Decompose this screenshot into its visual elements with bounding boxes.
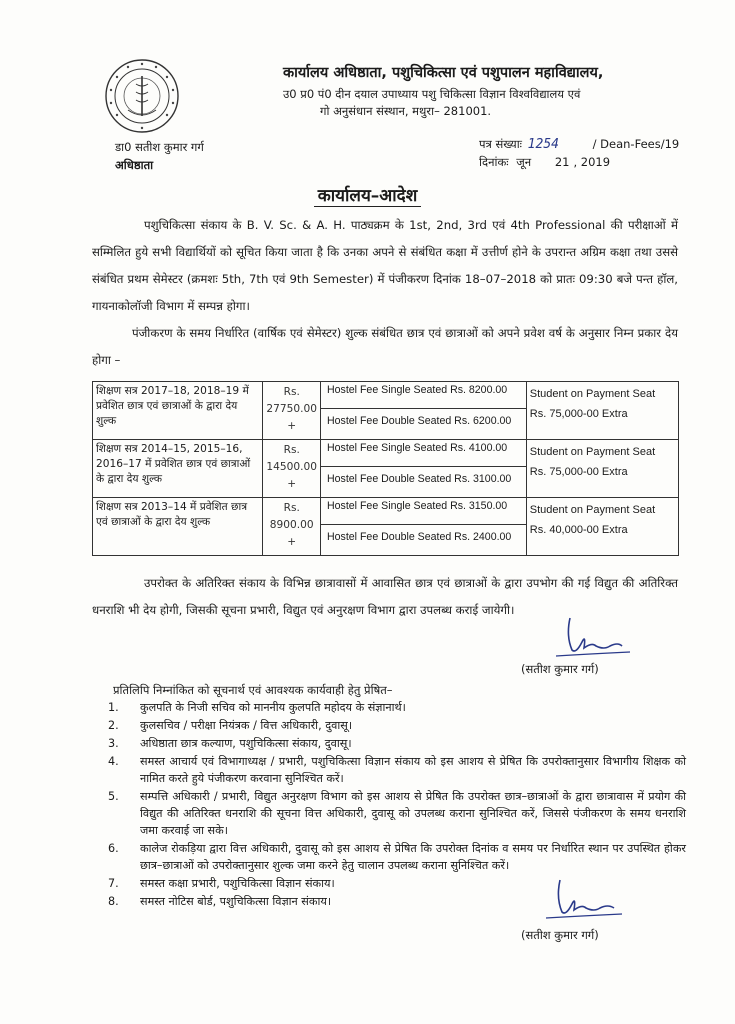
list-item: 3. अधिष्ठाता छात्र कल्याण, पशुचिकित्सा संकाय, दुवासू। <box>108 737 352 750</box>
list-item: 5. सम्पत्ति अधिकारी / प्रभारी, विद्युत अनुरक्षण विभाग को इस आशय से प्रेषित कि उपरोक्त छात्र–छात्राओं के द्वारा छात्रावास में प्रयोग की विद्युत की अतिरिक्त धनराशि की सूचना वित्त अधिकारी, दुवासू को उपलब्ध कराना सुनिश्चित करें, जिससे पंजीकरण के समय धनराशि जमा करवाई जा सके। <box>108 790 686 837</box>
fee-cell: Rs. 27750.00 + <box>263 382 321 440</box>
session-cell: शिक्षण सत्र 2013–14 में प्रवेशित छात्र एवं छात्राओं के द्वारा देय शुल्क <box>93 498 263 556</box>
issuer-name: डा0 सतीश कुमार गर्ग <box>115 140 204 154</box>
session-cell: शिक्षण सत्र 2017–18, 2018–19 में प्रवेशित छात्र एवं छात्राओं के द्वारा देय शुल्क <box>93 382 263 440</box>
issuer-designation: अधिष्ठाता <box>115 158 154 172</box>
list-item: 6. कालेज रोकड़िया द्वारा वित्त अधिकारी, दुवासू को इस आशय से प्रेषित कि उपरोक्त दिनांक व समय पर निर्धारित स्थान पर उपस्थित होकर छात्र–छात्राओं को उपरोक्तानुसार शुल्क जमा करने हेतु चालान उपलब्ध कराना सुनिश्चित करें। <box>108 842 686 872</box>
signatory-name-1: (सतीश कुमार गर्ग) <box>521 662 599 676</box>
signature-1 <box>548 612 638 662</box>
hostel-cell: Hostel Fee Single Seated Rs. 8200.00 Hostel Fee Double Seated Rs. 6200.00 <box>320 382 526 440</box>
table-row <box>93 440 679 498</box>
page-title: कार्यालय–आदेश <box>0 183 735 206</box>
hostel-cell: Hostel Fee Single Seated Rs. 4100.00 Hostel Fee Double Seated Rs. 3100.00 <box>320 440 526 498</box>
payment-seat-cell: Student on Payment Seat Rs. 75,000-00 Extra <box>526 440 678 498</box>
university-logo <box>104 58 180 134</box>
hostel-cell: Hostel Fee Single Seated Rs. 3150.00 Hostel Fee Double Seated Rs. 2400.00 <box>320 498 526 556</box>
fee-cell: Rs. 14500.00 + <box>263 440 321 498</box>
copy-to-heading: प्रतिलिपि निम्नांकित को सूचनार्थ एवं आवश्यक कार्यवाही हेतु प्रेषित– <box>113 683 393 697</box>
payment-seat-cell: Student on Payment Seat Rs. 75,000-00 Extra <box>526 382 678 440</box>
letter-date: दिनांकः जून 21 , 2019 <box>479 155 611 169</box>
signature-2 <box>540 876 630 926</box>
office-heading: कार्यालय अधिष्ठाता, पशुचिकित्सा एवं पशुपालन महाविद्यालय, <box>283 65 604 81</box>
list-item: 4. समस्त आचार्य एवं विभागाध्यक्ष / प्रभारी, पशुचिकित्सा विज्ञान संकाय को इस आशय से प्रेषित कि उपरोक्तानुसार विभागीय शिक्षक को नामित करते हुये पंजीकरण करवाना सुनिश्चित करें। <box>108 755 686 785</box>
signatory-name-2: (सतीश कुमार गर्ग) <box>521 928 599 942</box>
paragraph-3: उपरोक्त के अतिरिक्त संकाय के विभिन्न छात्रावासों में आवासित छात्र एवं छात्राओं के द्वारा उपभोग की गई विद्युत की अतिरिक्त धनराशि भी देय होगी, जिसकी सूचना प्रभारी, विद्युत एवं अनुरक्षण विभाग द्वारा उपलब्ध कराई जायेगी। <box>92 576 678 617</box>
list-item: 7. समस्त कक्षा प्रभारी, पशुचिकित्सा विज्ञान संकाय। <box>108 877 335 890</box>
fee-cell: Rs. 8900.00 + <box>263 498 321 556</box>
fee-table <box>92 381 679 556</box>
university-line: उ0 प्र0 पं0 दीन दयाल उपाध्याय पशु चिकित्सा विज्ञान विश्वविद्यालय एवं <box>283 87 581 101</box>
letter-number: पत्र संख्याः 1254 / Dean-Fees/19 <box>479 137 680 152</box>
list-item: 1. कुलपति के निजी सचिव को माननीय कुलपति महोदय के संज्ञानार्थ। <box>108 701 406 714</box>
table-row <box>93 382 679 440</box>
table-row <box>93 498 679 556</box>
paragraph-2: पंजीकरण के समय निर्धारित (वार्षिक एवं सेमेस्टर) शुल्क संबंधित छात्र एवं छात्राओं को अपने प्रवेश वर्ष के अनुसार निम्न प्रकार देय होगा – <box>92 326 678 367</box>
session-cell: शिक्षण सत्र 2014–15, 2015–16, 2016–17 में प्रवेशित छात्र एवं छात्राओं के द्वारा देय शुल्क <box>93 440 263 498</box>
institute-line: गो अनुसंधान संस्थान, मथुरा– 281001. <box>320 104 492 118</box>
payment-seat-cell: Student on Payment Seat Rs. 40,000-00 Extra <box>526 498 678 556</box>
list-item: 8. समस्त नोटिस बोर्ड, पशुचिकित्सा विज्ञान संकाय। <box>108 895 332 908</box>
list-item: 2. कुलसचिव / परीक्षा नियंत्रक / वित्त अधिकारी, दुवासू। <box>108 719 353 732</box>
paragraph-1: पशुचिकित्सा संकाय के B. V. Sc. & A. H. पाठ्यक्रम के 1st, 2nd, 3rd एवं 4th Professional की परीक्षाओं में सम्मिलित हुये सभी विद्यार्थियों को सूचित किया जाता है कि उनका अपने से संबंधित कक्षा में उत्तीर्ण होने के उपरान्त अग्रिम कक्षा तथा उससे संबंधित प्रथम सेमेस्टर (क्रमशः 5th, 7th एवं 9th Semester) में पंजीकरण दिनांक 18–07–2018 को प्रातः 09:30 बजे पन्त हॉल, गायनाकोलॉजी विभाग में सम्पन्न होगा। <box>92 218 678 313</box>
